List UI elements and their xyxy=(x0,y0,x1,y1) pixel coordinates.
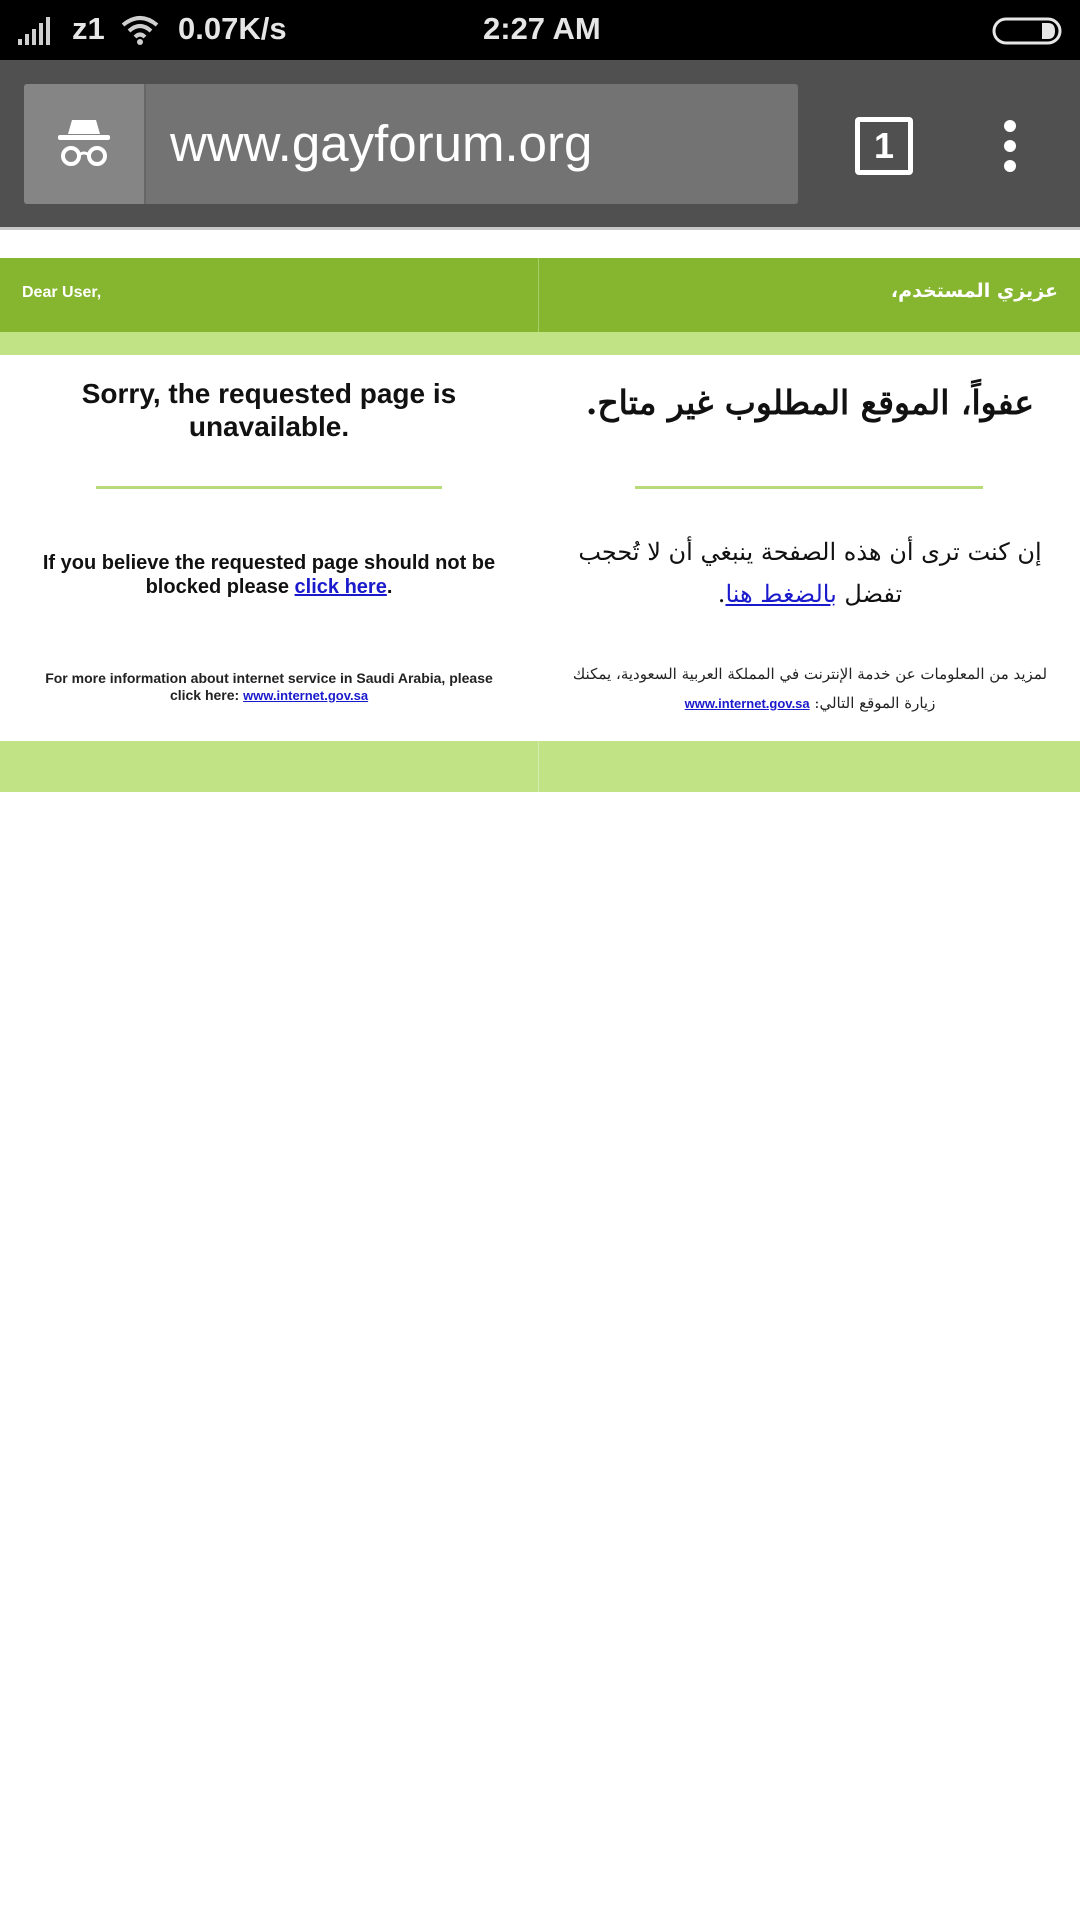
greeting-en: Dear User, xyxy=(22,284,102,301)
divider-ar xyxy=(635,486,983,489)
page-title-en: Sorry, the requested page is unavailable. xyxy=(81,378,457,442)
info-message-en: For more information about internet service in Saudi Arabia, please click here: www.internet.gov.sa xyxy=(45,670,493,703)
bottom-accent-band xyxy=(0,741,1080,792)
address-bar[interactable] xyxy=(24,84,798,204)
overflow-menu-icon[interactable] xyxy=(998,118,1022,174)
internet-gov-link-ar[interactable]: www.internet.gov.sa xyxy=(684,696,810,711)
top-accent-band xyxy=(0,332,1080,355)
click-here-link[interactable]: click here xyxy=(294,576,387,598)
incognito-icon xyxy=(56,118,112,168)
status-bar xyxy=(0,0,1080,60)
carrier-label: z1 xyxy=(72,11,105,46)
wifi-icon xyxy=(121,15,159,45)
url-text[interactable]: www.gayforum.org xyxy=(170,115,593,172)
unblock-message-ar: إن كنت ترى أن هذه الصفحة ينبغي أن لا تُحجب تفضل بالضغط هنا. xyxy=(578,538,1042,608)
browser-toolbar xyxy=(0,60,1080,230)
unblock-message-en: If you believe the requested page should not be blocked please click here. xyxy=(42,552,496,598)
info-message-ar: لمزيد من المعلومات عن خدمة الإنترنت في المملكة العربية السعودية، يمكنك زيارة الموقع التالي: www.internet.gov.sa xyxy=(572,665,1048,712)
column-divider xyxy=(538,258,539,332)
click-here-link-ar[interactable]: بالضغط هنا xyxy=(725,580,837,608)
column-divider-bottom xyxy=(538,741,539,792)
divider-en xyxy=(96,486,442,489)
battery-icon xyxy=(992,17,1064,45)
greeting-header xyxy=(0,258,1080,332)
network-speed: 0.07K/s xyxy=(178,11,287,46)
tab-switcher-button[interactable]: 1 xyxy=(855,117,913,175)
page-title-ar: عفواً، الموقع المطلوب غير متاح. xyxy=(585,383,1035,422)
greeting-ar: عزيزي المستخدم، xyxy=(890,280,1058,302)
internet-gov-link-en[interactable]: www.internet.gov.sa xyxy=(243,688,369,703)
clock: 2:27 AM xyxy=(483,11,601,46)
incognito-badge xyxy=(24,84,146,204)
signal-icon xyxy=(18,17,54,45)
